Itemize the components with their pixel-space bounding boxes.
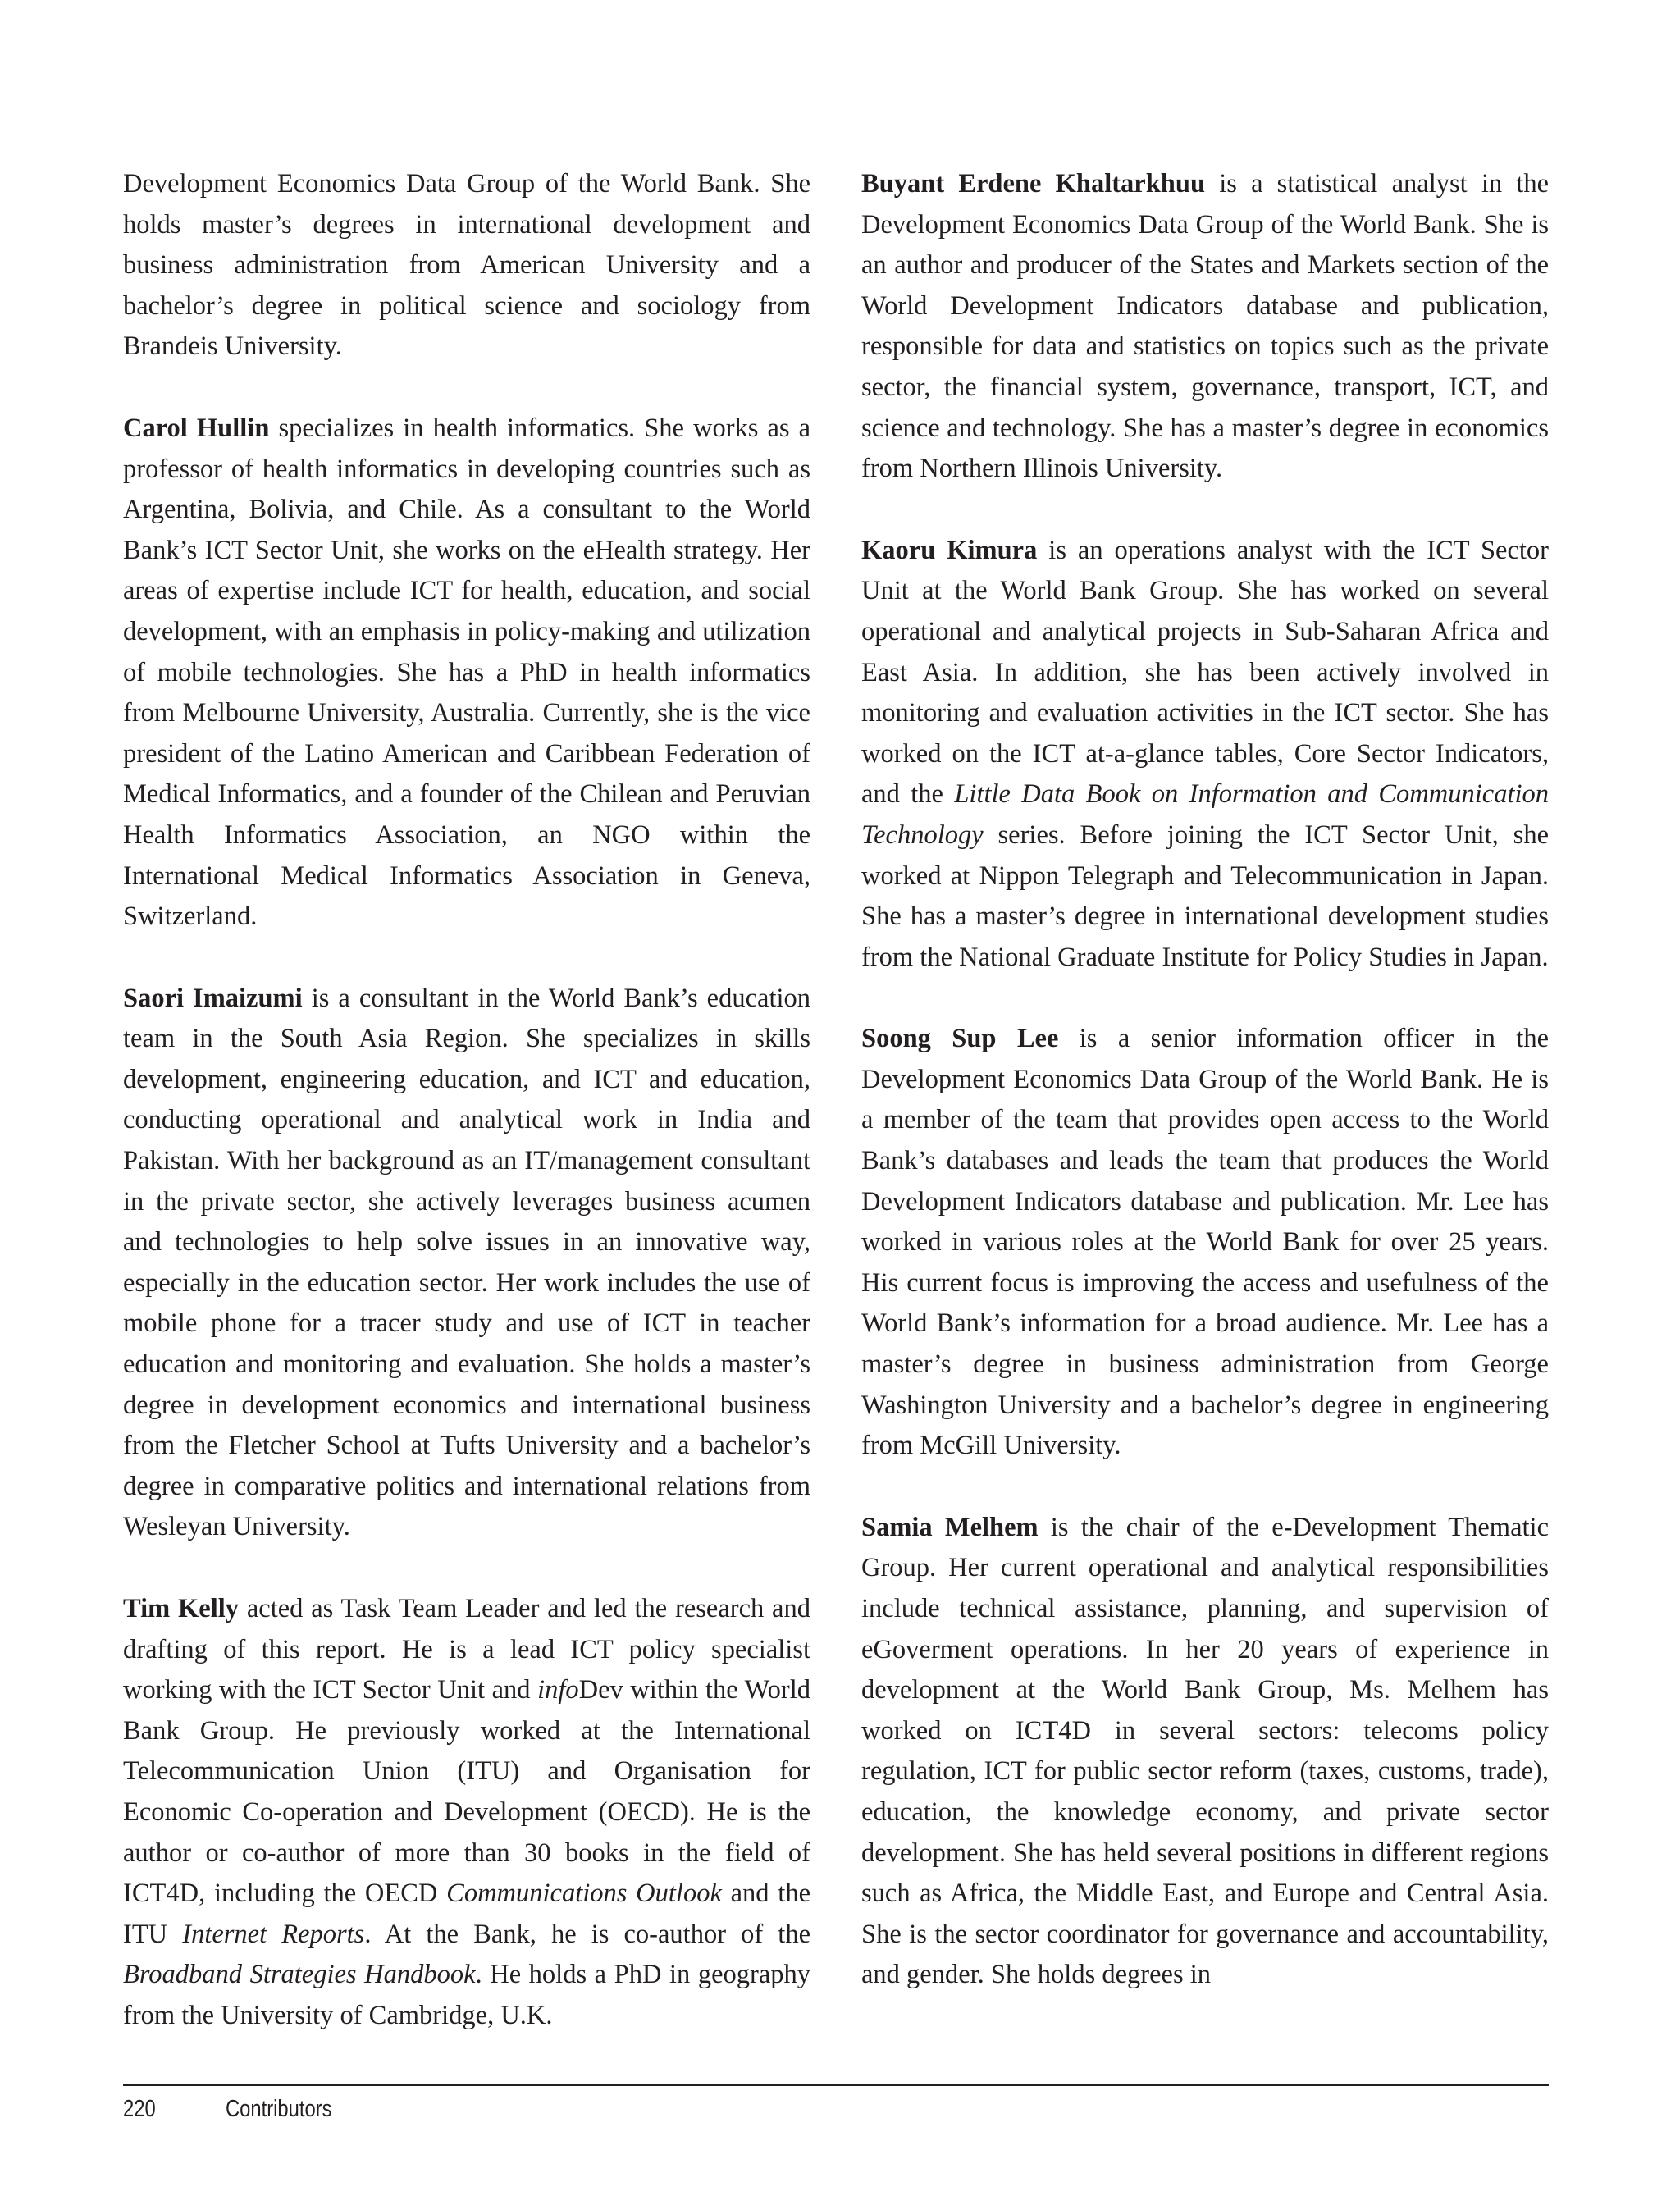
bio-text: . At the Bank, he is co-author of the [364,1919,810,1949]
bio-text: acted as Task Team Leader and led the research and drafting of this report. He is a lead ICT policy specialist working with the ICT Sector Unit and [123,1594,810,1705]
bio-text: is a senior information officer in the Development Economics Data Group of the World Bank. He is a member of the team that provides open access to the World Bank’s databases and leads the team that produces the World Development Indicators database and publication. Mr. Lee has worked in various roles at the World Bank for over 25 years. His current focus is improving the access and usefulness of the World Bank’s information for a broad audience. Mr. Lee has a master’s degree in business administration from George Washington University and a bachelor’s degree in engineering from McGill University. [861,1024,1549,1461]
bio-text: Development Economics Data Group of the World Bank. She holds master’s degrees in international development and business administration from American University and a bachelor’s degree in political science and sociology from Brandeis University. [123,169,810,362]
bio-text: . He holds a PhD in geography from the University of Cambridge, U.K. [123,1960,810,2030]
contributor-name: Buyant Erdene Khaltarkhuu [861,169,1206,199]
italic-title: Internet Reports [182,1919,365,1949]
bio-paragraph [861,531,1549,979]
contributor-name: Kaoru Kimura [861,535,1038,565]
bio-text: is a consultant in the World Bank’s education team in the South Asia Region. She specializes in skills development, engineering education, and ICT and education, conducting operational and analytical work in India and Pakistan. With her background as an IT/management consultant in the private sector, she actively leverages business acumen and technologies to help solve issues in an innovative way, especially in the education sector. Her work includes the use of mobile phone for a tracer study and use of ICT in teacher education and monitoring and evaluation. She holds a master’s degree in development economics and international business from the Fletcher School at Tufts University and a bachelor’s degree in comparative politics and international relations from Wesleyan University. [123,983,811,1542]
bio-text: Dev within the World Bank Group. He previously worked at the International Telecommunication Union (ITU) and Organisation for Economic Co-operation and Development (OECD). He is the author or co-author of more than 30 books in the field of ICT4D, including the OECD [123,1675,810,1909]
bio-text: is the chair of the e-Development Thematic Group. Her current operational and analytical responsibilities include technical assistance, planning, and supervision of eGoverment operations. In her 20 years of experience in development at the World Bank Group, Ms. Melhem has worked on ICT4D in several sectors: telecoms policy regulation, ICT for public sector reform (taxes, customs, trade), education, the knowledge economy, and private sector development. She has held several positions in different regions such as Africa, the Middle East, and Europe and Central Asia. She is the sector coordinator for governance and accountability, and gender. She holds degrees in [861,1512,1549,1990]
bio-text: and the ITU [123,1879,811,1949]
contributor-name: Tim Kelly [123,1594,240,1623]
italic-title: Communications Outlook [446,1879,722,1909]
bio-paragraph [861,164,1549,490]
bio-paragraph [123,164,810,368]
italic-title: Broadband Strategies Handbook [123,1960,476,1990]
contributor-name: Carol Hullin [123,413,270,443]
bio-text: is a statistical analyst in the Development Economics Data Group of the World Bank. She is an author and producer of the States and Markets section of the World Development Indicators database and publication, responsible for data and statistics on topics such as the private sector, the financial system, governance, transport, ICT, and science and technology. She has a master’s degree in economics from Northern Illinois University. [861,169,1549,484]
bio-text: is an operations analyst with the ICT Sector Unit at the World Bank Group. She has worked on several operational and analytical projects in Sub-Saharan Africa and East Asia. In addition, she has been actively involved in monitoring and evaluation activities in the ICT sector. She has worked on the ICT at-a-glance tables, Core Sector Indicators, and the [861,535,1549,810]
contributor-name: Soong Sup Lee [861,1024,1059,1054]
bio-paragraph [123,1589,810,2037]
section-label: Contributors [226,2096,332,2122]
footer-divider [123,2084,1549,2086]
bio-text: series. Before joining the ICT Sector Unit, she worked at Nippon Telegraph and Telecommunication in Japan. She has a master’s degree in international development studies from the National Graduate Institute for Policy Studies in Japan. [861,819,1549,972]
contributor-name: Samia Melhem [861,1512,1039,1542]
contributor-name: Saori Imaizumi [123,983,303,1013]
italic-title: info [537,1675,579,1705]
right-column [861,164,1549,2037]
page-number: 220 [123,2096,156,2122]
italic-title: Little Data Book on Information and Communication Technology [861,779,1549,850]
bio-text: specializes in health informatics. She works as a professor of health informatics in developing countries such as Argentina, Bolivia, and Chile. As a consultant to the World Bank’s ICT Sector Unit, she works on the eHealth strategy. Her areas of expertise include ICT for health, education, and social development, with an emphasis in policy-making and utilization of mobile technologies. She has a PhD in health informatics from Melbourne University, Australia. Currently, she is the vice president of the Latino American and Caribbean Federation of Medical Informatics, and a founder of the Chilean and Peruvian Health Informatics Association, an NGO within the International Medical Informatics Association in Geneva, Switzerland. [123,413,810,932]
bio-paragraph [123,979,810,1548]
bio-paragraph [123,409,810,938]
left-column [123,164,810,2078]
bio-paragraph [861,1508,1549,1996]
bio-paragraph [861,1019,1549,1467]
